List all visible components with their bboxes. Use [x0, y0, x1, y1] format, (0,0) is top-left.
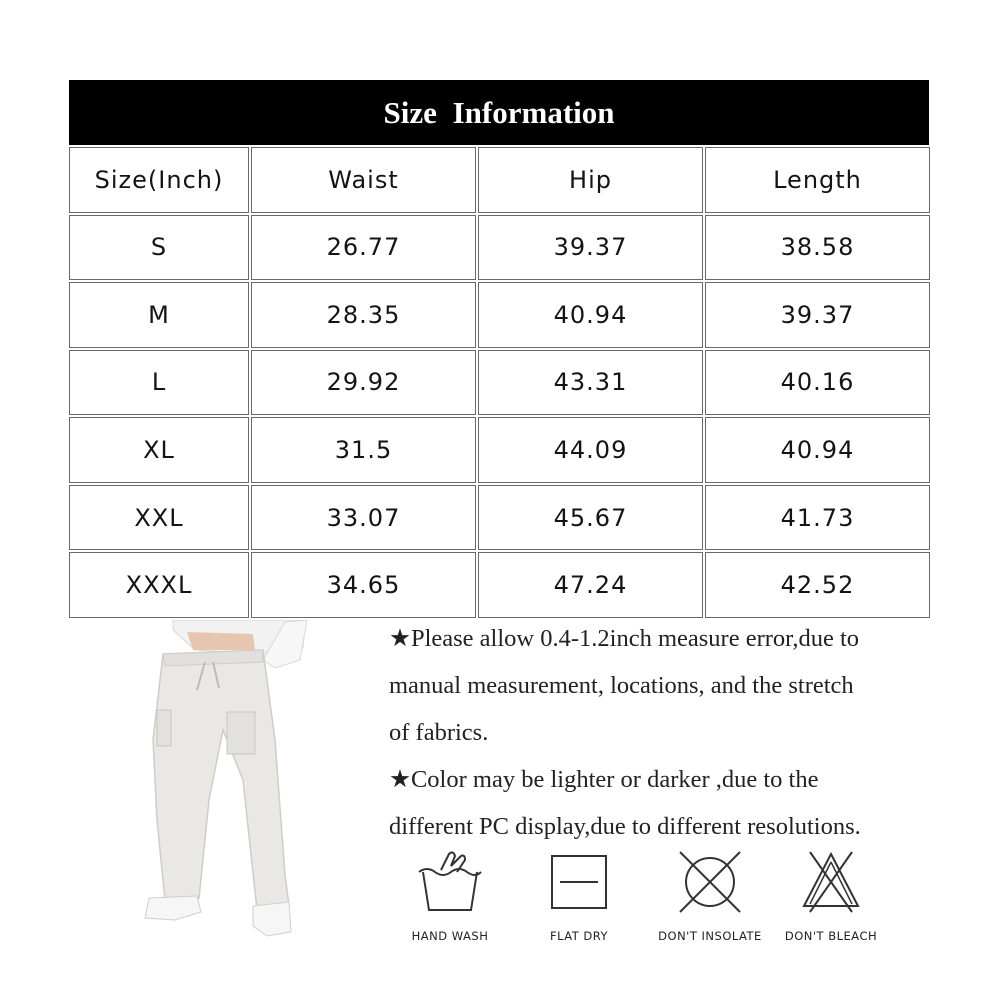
table-header-row	[69, 147, 930, 213]
cell-size: L	[69, 350, 249, 416]
cell-waist: 34.65	[251, 552, 476, 618]
care-dont-insolate	[640, 848, 780, 948]
table-row	[69, 215, 930, 281]
table-row	[69, 282, 930, 348]
header-hip: Hip	[478, 147, 703, 213]
note-text: ★Please allow 0.4-1.2inch measure error,due to	[389, 625, 859, 652]
note-text: ★Color may be lighter or darker ,due to the	[389, 766, 819, 793]
cell-waist: 26.77	[251, 215, 476, 281]
cell-waist: 28.35	[251, 282, 476, 348]
dont-bleach-icon	[796, 848, 866, 914]
note-text: of fabrics.	[389, 719, 489, 746]
flat-dry-label: FLAT DRY	[549, 929, 609, 943]
cell-length: 40.16	[705, 350, 930, 416]
cell-hip: 44.09	[478, 417, 703, 483]
header-length: Length	[705, 147, 930, 213]
cell-waist: 33.07	[251, 485, 476, 551]
care-hand-wash	[380, 848, 520, 948]
table-row	[69, 350, 930, 416]
table-row	[69, 552, 930, 618]
dont-insolate-label: DON'T INSOLATE	[658, 929, 762, 943]
hand-wash-icon	[415, 848, 485, 914]
cell-size: XXL	[69, 485, 249, 551]
cell-length: 38.58	[705, 215, 930, 281]
cell-hip: 45.67	[478, 485, 703, 551]
size-info-title: Size Information	[69, 80, 929, 146]
note-text: manual measurement, locations, and the stretch	[389, 672, 854, 699]
cell-hip: 47.24	[478, 552, 703, 618]
cell-length: 40.94	[705, 417, 930, 483]
header-waist: Waist	[251, 147, 476, 213]
cell-size: XXXL	[69, 552, 249, 618]
cell-hip: 43.31	[478, 350, 703, 416]
care-dont-bleach	[761, 848, 901, 948]
flat-dry-icon	[544, 848, 614, 914]
model-photo	[135, 620, 335, 950]
cell-size: S	[69, 215, 249, 281]
cell-hip: 40.94	[478, 282, 703, 348]
dont-bleach-label: DON'T BLEACH	[784, 929, 878, 943]
cell-length: 39.37	[705, 282, 930, 348]
cell-waist: 31.5	[251, 417, 476, 483]
notes	[389, 615, 949, 850]
cell-hip: 39.37	[478, 215, 703, 281]
dont-insolate-icon	[675, 848, 745, 914]
size-table	[67, 145, 932, 620]
table-row	[69, 485, 930, 551]
care-flat-dry	[509, 848, 649, 948]
header-size: Size(Inch)	[69, 147, 249, 213]
note-text: different PC display,due to different resolutions.	[389, 813, 861, 840]
cell-size: M	[69, 282, 249, 348]
cell-length: 42.52	[705, 552, 930, 618]
cell-size: XL	[69, 417, 249, 483]
hand-wash-label: HAND WASH	[411, 929, 489, 943]
table-row	[69, 417, 930, 483]
cell-length: 41.73	[705, 485, 930, 551]
cell-waist: 29.92	[251, 350, 476, 416]
